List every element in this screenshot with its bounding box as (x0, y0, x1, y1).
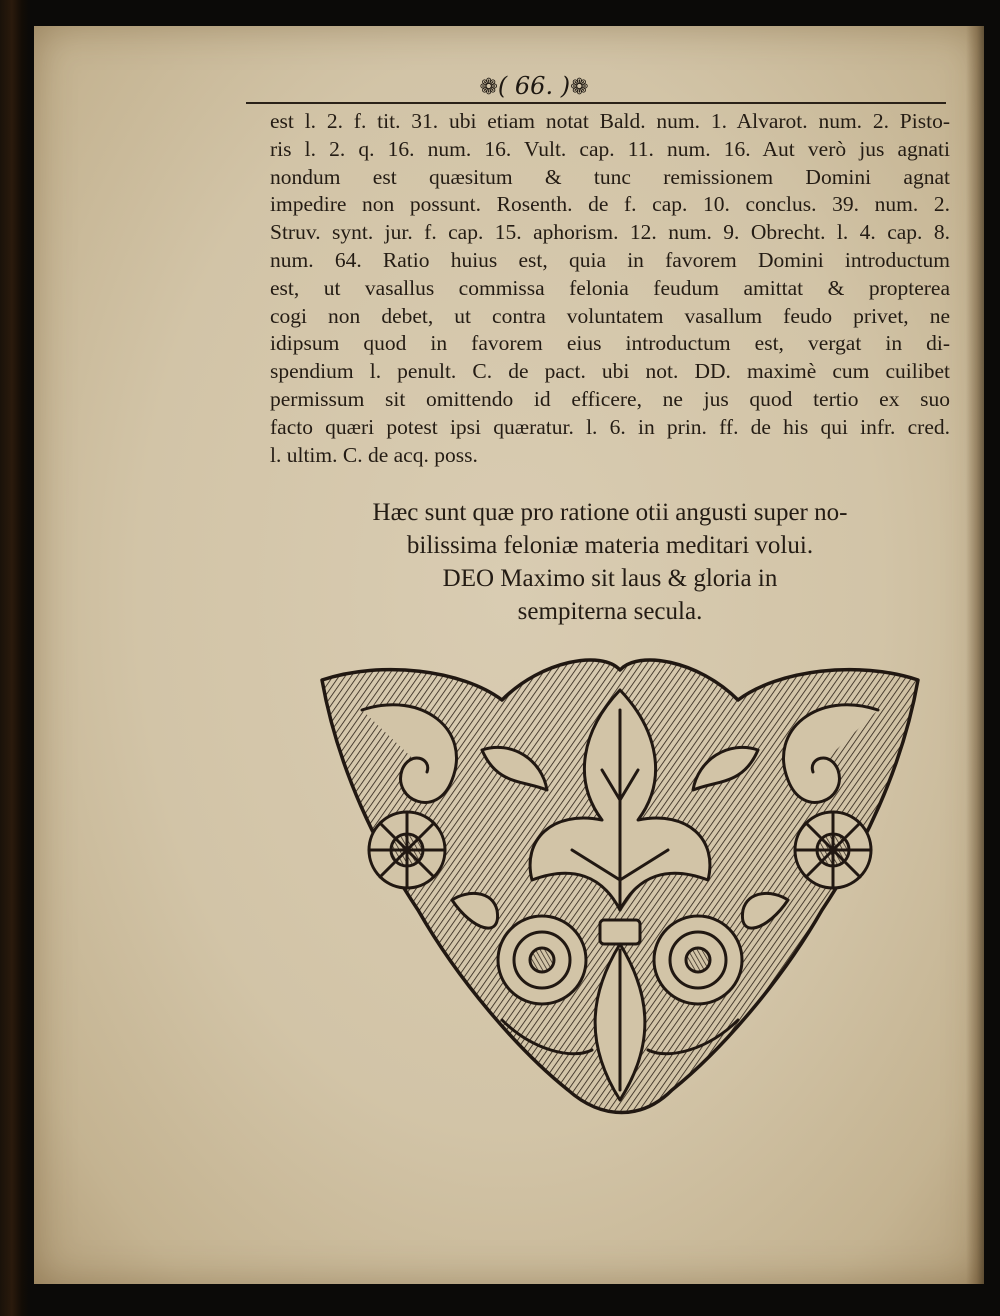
closing-text (270, 496, 950, 628)
text-line: cogi non debet, ut contra voluntatem vasallum feudo privet, ne (270, 303, 950, 328)
text-line: l. ultim. C. de acq. poss. (270, 442, 478, 467)
body-text (270, 108, 950, 469)
page-edge-shadow (966, 26, 984, 1284)
closing-line: sempiterna secula. (517, 598, 703, 625)
text-line: est l. 2. f. tit. 31. ubi etiam notat Bald. num. 1. Alvarot. num. 2. Pisto- (270, 109, 950, 133)
header-rule (246, 102, 946, 104)
text-line: permissum sit omittendo id efficere, ne jus quod tertio ex suo (270, 386, 950, 411)
text-line: impedire non possunt. Rosenth. de f. cap. 10. conclus. 39. num. 2. (270, 192, 950, 217)
book-page (34, 26, 984, 1284)
text-line: est, ut vasallus commissa felonia feudum amittat & propterea (270, 275, 950, 300)
page-header (479, 72, 588, 100)
page-number: ( 66. ) (497, 72, 571, 100)
text-line: spendium l. penult. C. de pact. ubi not. DD. maximè cum cuilibet (270, 359, 950, 384)
rosette-left-icon: ❁ (479, 75, 498, 100)
text-line: Struv. synt. jur. f. cap. 15. aphorism. 12. num. 9. Obrecht. l. 4. cap. 8. (270, 220, 950, 245)
closing-line: bilissima feloniæ materia meditari volui. (406, 532, 814, 559)
text-line: nondum est quæsitum & tunc remissionem Domini agnat (270, 164, 950, 189)
text-line: facto quæri potest ipsi quæratur. l. 6. in prin. ff. de his qui infr. cred. (270, 414, 950, 439)
closing-line: DEO Maximo sit laus & gloria in (442, 565, 778, 592)
text-line: idipsum quod in favorem eius introductum est, vergat in di- (270, 331, 950, 356)
closing-line: Hæc sunt quæ pro ratione otii angusti super no- (372, 499, 848, 526)
rosette-right-icon: ❁ (570, 75, 589, 100)
floral-ornament-icon (302, 650, 938, 1130)
text-line: num. 64. Ratio huius est, quia in favorem Domini introductum (270, 247, 950, 272)
text-line: ris l. 2. q. 16. num. 16. Vult. cap. 11. num. 16. Aut verò jus agnati (270, 136, 950, 161)
